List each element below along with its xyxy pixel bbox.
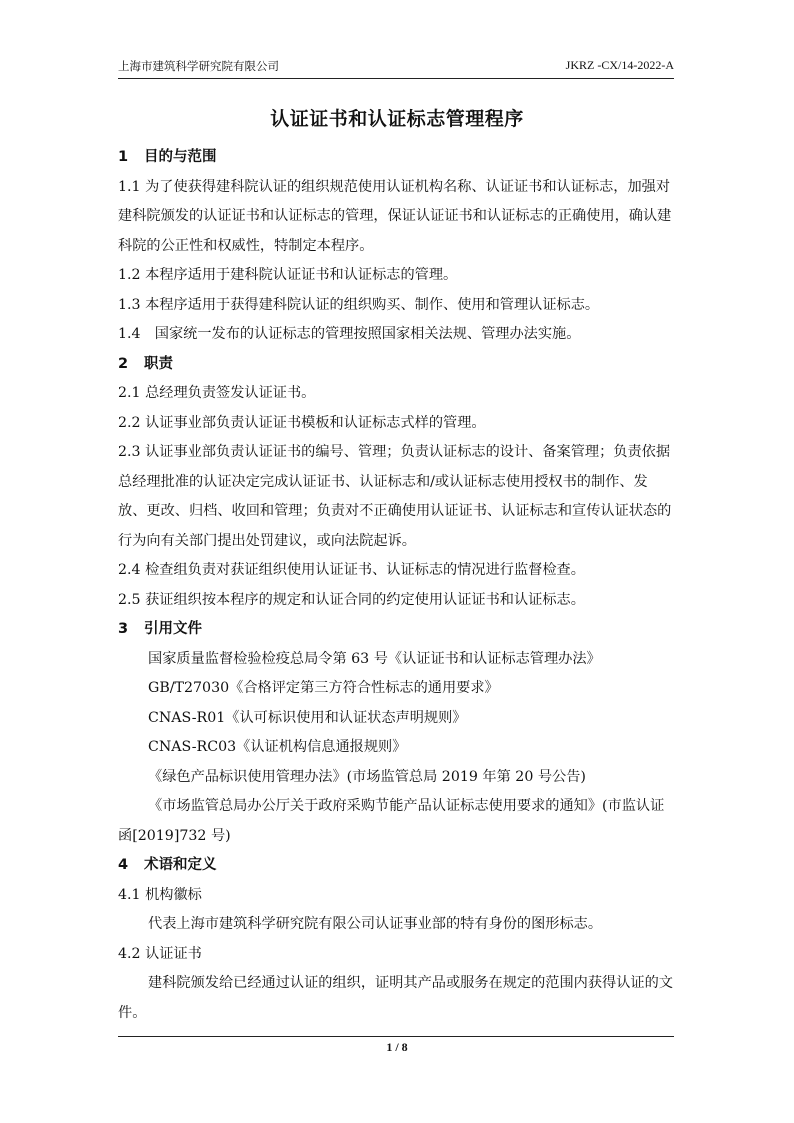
paragraph-2-2: 2.2 认证事业部负责认证证书模板和认证标志式样的管理。 [118,414,486,431]
paragraph-2-5: 2.5 获证组织按本程序的规定和认证合同的约定使用认证证书和认证标志。 [118,591,585,608]
reference-item: 《市场监管总局办公厅关于政府采购节能产品认证标志使用要求的通知》(市监认证函[2019]732 号) [118,798,665,844]
header-organization: 上海市建筑科学研究院有限公司 [118,59,279,73]
section-heading-4: 4 术语和定义 [118,857,217,873]
reference-item: 国家质量监督检验检疫总局令第 63 号《认证证书和认证标志管理办法》 [148,650,601,667]
paragraph-1-3: 1.3 本程序适用于获得建科院认证的组织购买、制作、使用和管理认证标志。 [118,296,600,313]
reference-item: CNAS-R01《认可标识使用和认证状态声明规则》 [148,709,467,726]
paragraph-2-1: 2.1 总经理负责签发认证证书。 [118,385,316,401]
paragraph-1-2: 1.2 本程序适用于建科院认证证书和认证标志的管理。 [118,267,458,283]
paragraph-1-4: 1.4 国家统一发布的认证标志的管理按照国家相关法规、管理办法实施。 [118,326,581,342]
paragraph-2-3: 2.3 认证事业部负责认证证书的编号、管理；负责认证标志的设计、备案管理；负责依据总经理批准的认证决定完成认证证书、认证标志和/或认证标志使用授权书的制作、发放、更改、归档、收回和管理；负责对不正确使用认证证书、认证标志和宣传认证状态的行为向有关部门提出处罚建议，或向法院起诉。 [118,444,672,549]
section-heading-3: 3 引用文件 [118,621,202,637]
section-heading-1: 1 目的与范围 [118,149,217,165]
paragraph-1-1: 1.1 为了使获得建科院认证的组织规范使用认证机构名称、认证证书和认证标志，加强对建科院颁发的认证证书和认证标志的管理，保证认证证书和认证标志的正确使用，确认建科院的公正性和权威性，特制定本程序。 [118,178,672,254]
reference-item: GB/T27030《合格评定第三方符合性标志的通用要求》 [148,680,499,696]
reference-item: 《绿色产品标识使用管理办法》(市场监管总局 2019 年第 20 号公告) [148,768,586,785]
term-4-1: 4.1 机构徽标 [118,886,202,903]
section-heading-2: 2 职责 [118,355,173,372]
header-doc-number: JKRZ -CX/14-2022-A [565,58,674,72]
footer-divider [118,1036,674,1037]
definition-4-1: 代表上海市建筑科学研究院有限公司认证事业部的特有身份的图形标志。 [148,916,603,932]
page-number: 1 / 8 [386,1040,408,1054]
term-4-2: 4.2 认证证书 [118,945,202,962]
definition-4-2: 建科院颁发给已经通过认证的组织，证明其产品或服务在规定的范围内获得认证的文件。 [118,975,673,1021]
document-title: 认证证书和认证标志管理程序 [270,108,524,130]
reference-item: CNAS-RC03《认证机构信息通报规则》 [148,739,407,755]
paragraph-2-4: 2.4 检查组负责对获证组织使用认证证书、认证标志的情况进行监督检查。 [118,562,585,578]
document-body [118,143,674,1028]
page-header [118,56,674,79]
